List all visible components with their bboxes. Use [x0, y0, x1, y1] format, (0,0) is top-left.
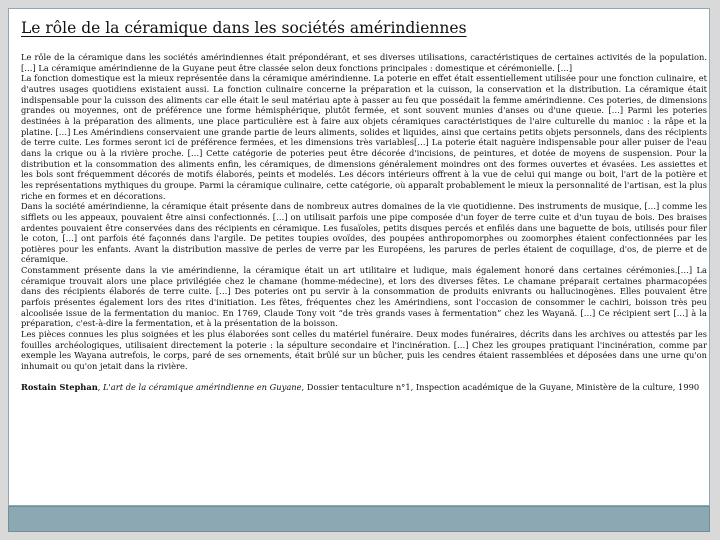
citation-author: Rostain Stephan — [21, 381, 98, 392]
page-title: Le rôle de la céramique dans les sociétés amérindiennes — [21, 19, 467, 37]
paragraph-domestic-function: La fonction domestique est la mieux représentée dans la céramique amérindienne. La poterie en effet était essentiellement utilisée pour une fonction culinaire, et d'autres usages quotidiens existaient aussi. La fonction culinaire concerne la préparation et la cuisson, la conservation et la distribution. La céramique était indispensable pour la cuisson des aliments car elle était le seul matériau apte à passer au feu que possédait la femme amérindienne. Ces poteries, de dimensions grandes ou moyennes, ont de préférence une forme hémisphérique, plutôt fermée, et sont souvent munies d'anses ou d'une queue. […] Parmi les poteries destinées à la préparation des aliments, une place particulière est à faire aux objets céramiques caractéristiques de l'aire culturelle du manioc : la râpe et la platine. […] Les Amérindiens conservaient une grande partie de leurs aliments, solides et liquides, ainsi que certains petits objets personnels, dans des récipients de terre cuite. Les formes seront ici de préférence fermées, et les dimensions très variables[…] La poterie était naguère indispensable pour aller puiser de l'eau dans la crique ou à la rivière proche. […] Cette catégorie de poteries peut être décorée d'incisions, de peintures, et dotée de moyens de suspension. Pour la distribution et la consommation des aliments enfin, les céramiques, de dimensions généralement moindres ont des formes ouvertes et évasées. Les assiettes et les bols sont fréquemment décorés de motifs élaborés, peints et modelés. Les décors intérieurs offrent à la vue de celui qui mange ou boit, l'art de la potière et les représentations mythiques du groupe. Parmi la céramique culinaire, cette catégorie, où apparaît probablement le mieux la personnalité de l'artisan, est la plus riche en formes et en décorations. — [21, 73, 707, 201]
document-body — [21, 52, 707, 392]
paragraph-intro: Le rôle de la céramique dans les sociétés amérindiennes était prépondérant, et ses diverses utilisations, caractéristiques de certaines activités de la population. […] La céramique amérindienne de la Guyane peut être classée selon deux fonctions principales : domestique et cérémonielle. […] — [21, 52, 707, 73]
footer-band — [8, 506, 710, 532]
citation-work-title: L'art de la céramique amérindienne en Guyane — [103, 381, 302, 392]
citation-details: , Dossier tentaculture n°1, Inspection académique de la Guyane, Ministère de la culture, 1990 — [301, 381, 700, 392]
paragraph-ceremonial: Constamment présente dans la vie amérindienne, la céramique était un art utilitaire et ludique, mais également honoré dans certaines cérémonies.[…] La céramique trouvait alors une place privilégiée chez le chamane (homme-médecine), et lors des diverses fêtes. Le chamane préparait certaines pharmacopées dans des récipients élaborés de terre cuite. […] Des poteries ont pu servir à la consommation de produits enivrants ou hallucinogènes. Elles pouvaient être parfois présentes également lors des rites d'initiation. Les fêtes, fréquentes chez les Amérindiens, sont l'occasion de consommer le cachiri, boisson très peu alcoolisée issue de la fermentation du manioc. En 1769, Claude Tony voit “de très grands vases à fermentation” chez les Wayanã. […] Ce récipient sert […] à la préparation, c'est-à-dire la fermentation, et à la présentation de la boisson. — [21, 265, 707, 329]
citation-separator: , — [97, 381, 104, 392]
paragraph-daily-life: Dans la société amérindienne, la céramique était présente dans de nombreux autres domaines de la vie quotidienne. Des instruments de musique, […] comme les sifflets ou les appeaux, pouvaient être ainsi confectionnés. […] on utilisait parfois une pipe composée d'un foyer de terre cuite et d'un tuyau de bois. Des braises ardentes pouvaient être conservées dans des récipients en céramique. Les fusaïoles, petits disques percés et enfilés dans une baguette de bois, utilisés pour filer le coton, […] ont parfois été façonnés dans l'argile. De petites toupies ovoïdes, des poupées anthropomorphes ou zoomorphes étaient confectionnées par les potières pour les enfants. Avant la distribution massive de perles de verre par les Européens, les parures de perles étaient de coquillage, d'os, de pierre et de céramique. — [21, 201, 707, 265]
paragraph-funerary: Les pièces connues les plus soignées et les plus élaborées sont celles du matériel funéraire. Deux modes funéraires, décrits dans les archives ou attestés par les fouilles archéologiques, utilisaient directement la poterie : la sépulture secondaire et l'incinération. […] Chez les groupes pratiquant l'incinération, comme par exemple les Wayana autrefois, le corps, paré de ses ornements, était brûlé sur un bûcher, puis les cendres étaient rassemblées et déposées dans une urne qu'on inhumait ou qu'on jetait dans la rivière. — [21, 329, 707, 372]
document-sheet — [8, 8, 710, 506]
citation — [21, 382, 707, 393]
